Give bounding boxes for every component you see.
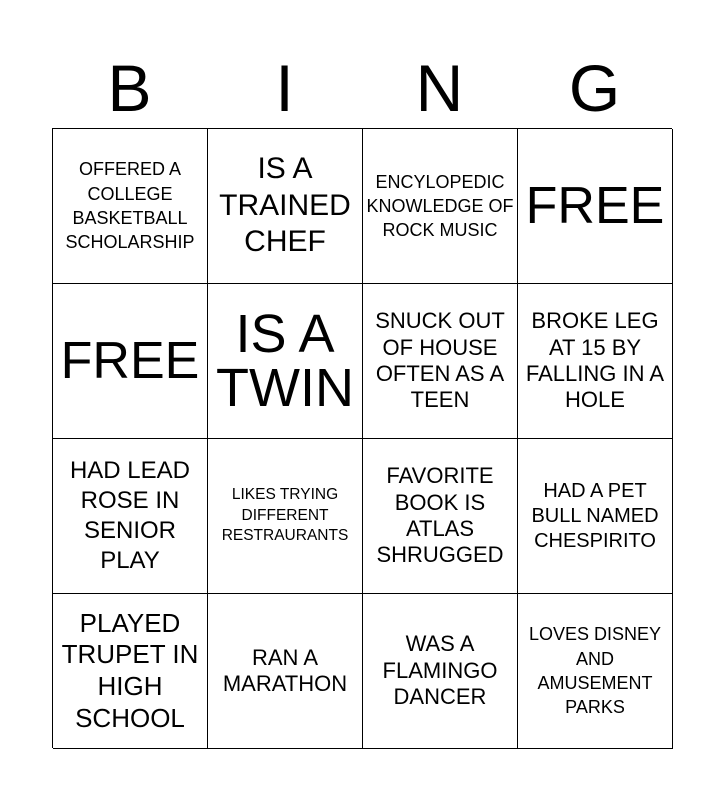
cell-label: FREE <box>525 177 665 235</box>
header-letter-g: G <box>568 51 621 125</box>
bingo-cell[interactable] <box>518 439 673 594</box>
bingo-cell[interactable] <box>518 594 673 749</box>
cell-label: HAD LEAD ROSE IN SENIOR PLAY <box>69 457 191 574</box>
bingo-cell[interactable] <box>208 129 363 284</box>
header-letter-i: I <box>275 51 294 125</box>
bingo-free-cell[interactable] <box>53 284 208 439</box>
bingo-cell[interactable] <box>208 284 363 439</box>
cell-label: HAD A PET BULL NAMED CHESPIRITO <box>531 479 659 552</box>
cell-label: IS A TWIN <box>216 304 354 418</box>
cell-label: OFFERED A COLLEGE BASKETBALL SCHOLARSHIP <box>65 159 195 253</box>
cell-label: RAN A MARATHON <box>222 644 348 696</box>
bingo-cell[interactable] <box>208 594 363 749</box>
cell-label: FAVORITE BOOK IS ATLAS SHRUGGED <box>376 463 504 568</box>
cell-label: LOVES DISNEY AND AMUSEMENT PARKS <box>528 624 662 718</box>
cell-label: PLAYED TRUPET IN HIGH SCHOOL <box>61 607 199 733</box>
bingo-cell[interactable] <box>208 439 363 594</box>
header-letter-b: B <box>107 51 152 125</box>
bingo-cell[interactable] <box>363 284 518 439</box>
bingo-board <box>52 128 672 748</box>
bingo-free-cell[interactable] <box>518 129 673 284</box>
bingo-cell[interactable] <box>53 594 208 749</box>
bingo-cell[interactable] <box>53 129 208 284</box>
cell-label: FREE <box>60 332 200 390</box>
bingo-cell[interactable] <box>363 439 518 594</box>
cell-label: WAS A FLAMINGO DANCER <box>382 631 498 710</box>
header-letter-n: N <box>415 51 464 125</box>
bingo-cell[interactable] <box>53 439 208 594</box>
cell-label: ENCYLOPEDIC KNOWLEDGE OF ROCK MUSIC <box>366 171 514 241</box>
cell-label: BROKE LEG AT 15 BY FALLING IN A HOLE <box>525 308 665 413</box>
bingo-cell[interactable] <box>363 594 518 749</box>
bingo-header <box>52 48 672 128</box>
bingo-cell[interactable] <box>363 129 518 284</box>
cell-label: LIKES TRYING DIFFERENT RESTRAURANTS <box>221 485 349 545</box>
cell-label: IS A TRAINED CHEF <box>219 152 351 259</box>
cell-label: SNUCK OUT OF HOUSE OFTEN AS A TEEN <box>375 308 505 413</box>
bingo-cell[interactable] <box>518 284 673 439</box>
